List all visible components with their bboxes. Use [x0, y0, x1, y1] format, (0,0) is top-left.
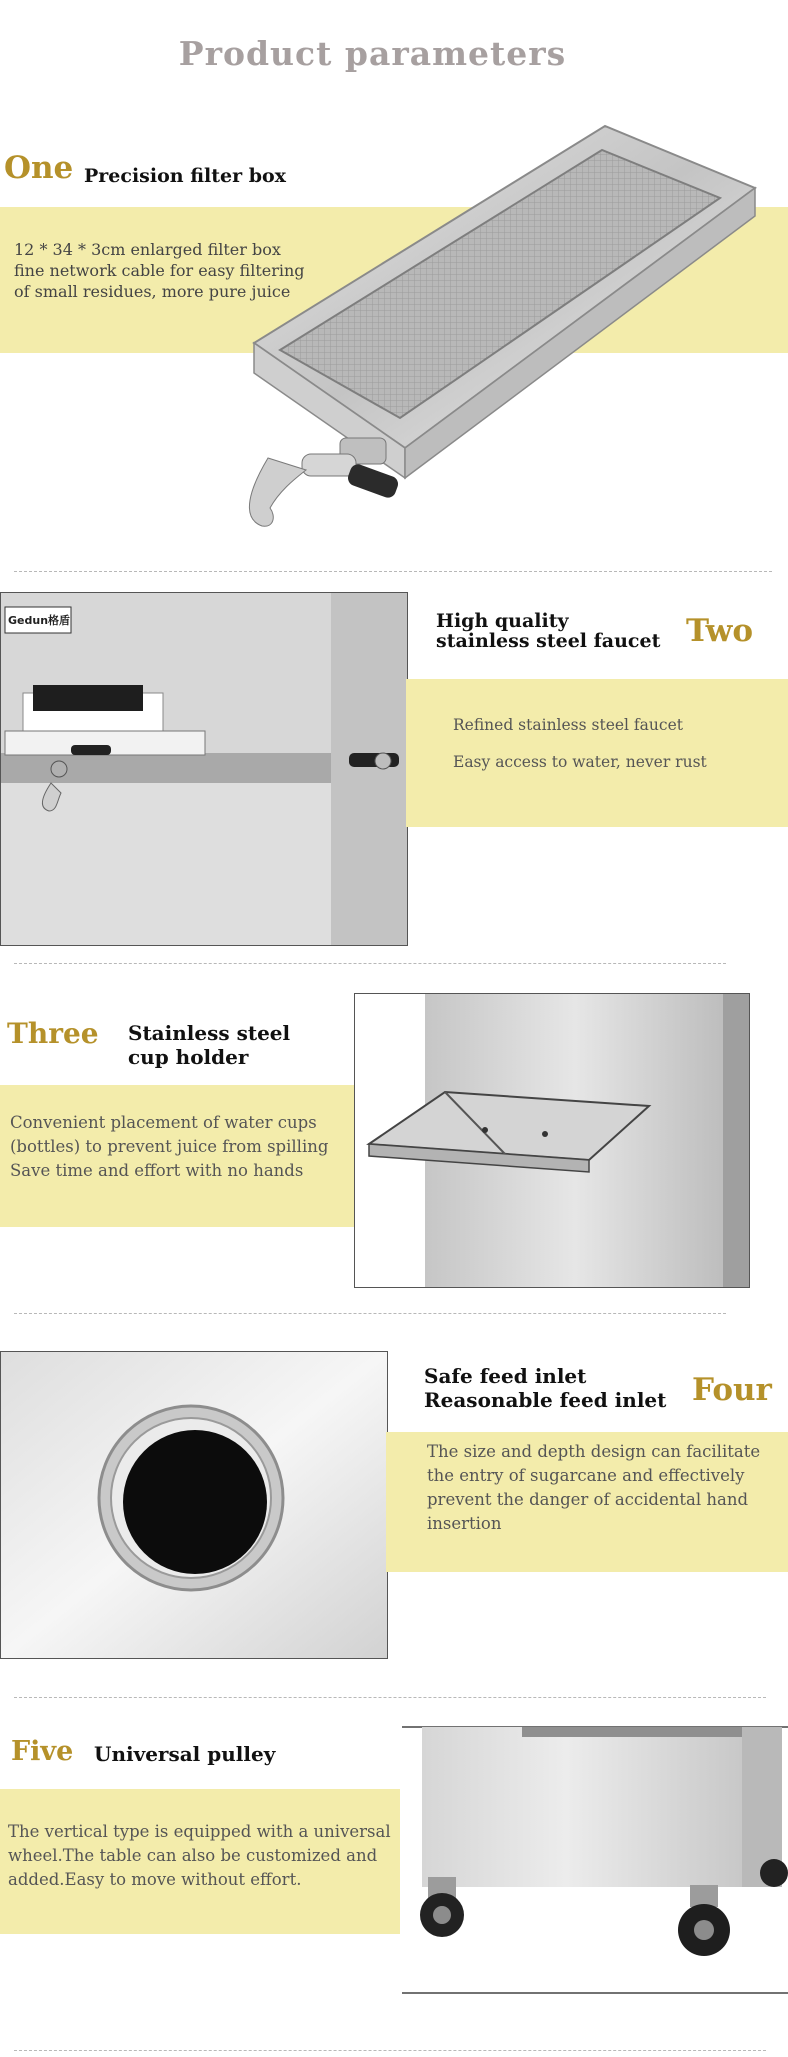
pulley-image [402, 1725, 788, 1995]
section-one-number: One [4, 150, 74, 186]
section-two-number: Two [686, 613, 754, 649]
section-three-number: Three [7, 1017, 99, 1050]
page-title: Product parameters [178, 34, 567, 73]
faucet-image [0, 592, 408, 946]
section-three-description: Convenient placement of water cups (bottles) to prevent juice from spilling Save time and effort with no hands [10, 1113, 329, 1180]
section-three-heading: Stainless steel cup holder [128, 1021, 291, 1069]
section-five-number: Five [11, 1736, 74, 1767]
section-five-description: The vertical type is equipped with a universal wheel.The table can also be customized and added.Easy to move without effort. [8, 1822, 391, 1889]
section-four-description: The size and depth design can facilitate the entry of sugarcane and effectively prevent the danger of accidental hand insertion [427, 1442, 761, 1533]
divider-four [14, 1697, 766, 1698]
divider-one [14, 571, 772, 572]
section-five-heading: Universal pulley [94, 1742, 276, 1766]
section-two-line-1: Refined stainless steel faucet [453, 716, 683, 734]
section-four-heading: Safe feed inlet Reasonable feed inlet [424, 1364, 667, 1412]
section-one-heading: Precision filter box [84, 165, 286, 187]
divider-three [14, 1313, 726, 1314]
cup-holder-image [354, 993, 750, 1288]
section-two-line-2: Easy access to water, never rust [453, 753, 707, 771]
divider-two [14, 963, 726, 964]
feed-inlet-image [0, 1351, 388, 1659]
brand-logo: Gedun格盾 [8, 614, 71, 627]
section-two-heading: High quality stainless steel faucet [436, 610, 661, 652]
filter-box-image [240, 118, 760, 558]
section-one-description: 12 * 34 * 3cm enlarged filter box fine network cable for easy filtering of small residues, more pure juice [14, 240, 305, 301]
section-four-number: Four [692, 1372, 772, 1408]
divider-five [14, 2050, 766, 2051]
